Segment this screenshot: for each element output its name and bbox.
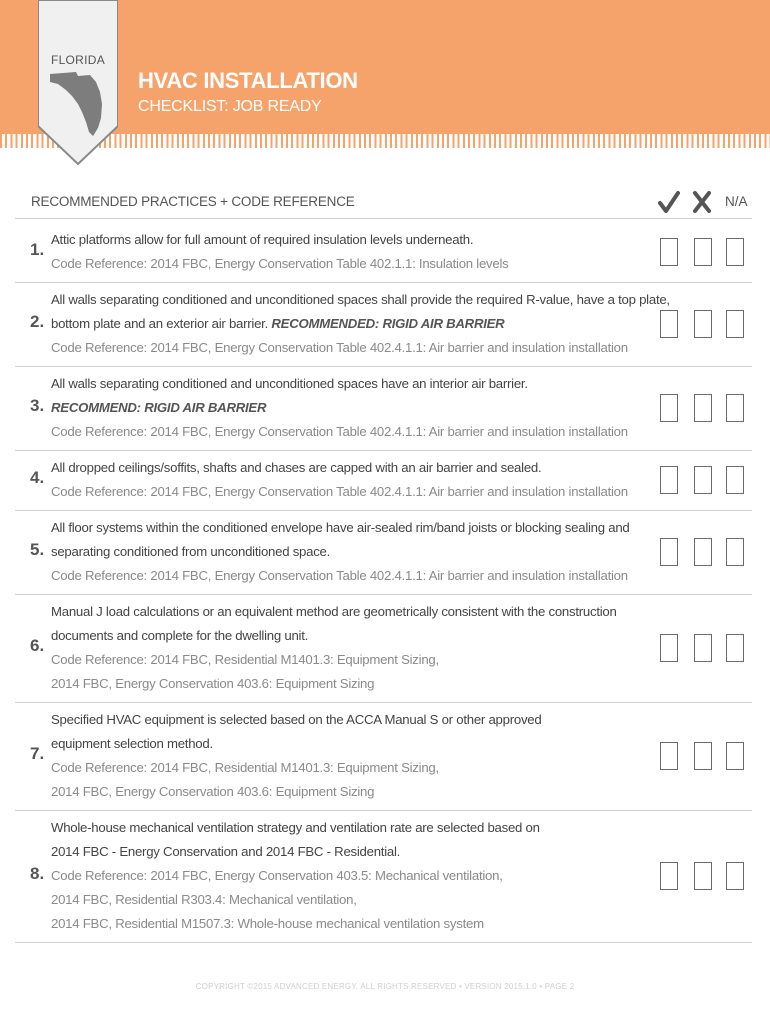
item-number: 2.: [30, 312, 45, 331]
checklist-item-4: [0, 450, 770, 510]
pass-checkbox[interactable]: [660, 310, 678, 338]
code-reference-line: [51, 672, 646, 696]
florida-badge: [38, 0, 118, 166]
pass-checkbox[interactable]: [660, 862, 678, 890]
practice-line: [51, 228, 646, 252]
item-text: [51, 600, 646, 696]
checklist-item-5: [0, 510, 770, 594]
code-reference-line: [51, 888, 646, 912]
item-text: [51, 708, 646, 804]
line-text: Code Reference: 2014 FBC, Residential M1401.3: Equipment Sizing,: [51, 652, 439, 667]
practice-line: [51, 396, 646, 420]
code-reference-line: [51, 420, 646, 444]
item-text: [51, 228, 646, 276]
line-text: Code Reference: 2014 FBC, Energy Conservation Table 402.4.1.1: Air barrier and insulation installation: [51, 424, 628, 439]
pass-checkbox[interactable]: [660, 538, 678, 566]
line-text: Manual J load calculations or an equivalent method are geometrically consistent with the construction: [51, 604, 617, 619]
line-text: Code Reference: 2014 FBC, Energy Conservation Table 402.4.1.1: Air barrier and insulation installation: [51, 340, 628, 355]
line-text: separating conditioned from unconditioned space.: [51, 544, 331, 559]
item-text: [51, 456, 646, 504]
item-text: [51, 516, 646, 588]
na-checkbox[interactable]: [726, 862, 744, 890]
column-header-na: N/A: [725, 194, 748, 209]
practice-line: [51, 600, 646, 624]
checklist-item-7: [0, 702, 770, 810]
na-checkbox[interactable]: [726, 466, 744, 494]
code-reference-line: [51, 864, 646, 888]
practice-line: [51, 456, 646, 480]
line-text: Code Reference: 2014 FBC, Energy Conservation 403.5: Mechanical ventilation,: [51, 868, 503, 883]
practice-line: [51, 372, 646, 396]
state-label: FLORIDA: [50, 53, 106, 67]
na-checkbox[interactable]: [726, 742, 744, 770]
na-checkbox[interactable]: [726, 634, 744, 662]
checklist-item-3: [0, 366, 770, 450]
checklist-item-8: [0, 810, 770, 942]
pass-checkbox[interactable]: [660, 394, 678, 422]
line-text: 2014 FBC, Energy Conservation 403.6: Equipment Sizing: [51, 784, 375, 799]
column-header-practices: RECOMMENDED PRACTICES + CODE REFERENCE: [31, 194, 355, 209]
pass-checkbox[interactable]: [660, 238, 678, 266]
line-text: All floor systems within the conditioned envelope have air-sealed rim/band joists or blocking sealing and: [51, 520, 630, 535]
na-checkbox[interactable]: [726, 238, 744, 266]
code-reference-line: [51, 336, 646, 360]
fail-checkbox[interactable]: [694, 862, 712, 890]
line-text: All dropped ceilings/soffits, shafts and chases are capped with an air barrier and sealed.: [51, 460, 542, 475]
code-reference-line: [51, 912, 646, 936]
item-number: 8.: [30, 864, 45, 883]
line-text: documents and complete for the dwelling unit.: [51, 628, 309, 643]
item-text: [51, 816, 646, 936]
line-text: Code Reference: 2014 FBC, Energy Conservation Table 402.1.1: Insulation levels: [51, 256, 509, 271]
item-number: 7.: [30, 744, 45, 763]
line-text: 2014 FBC - Energy Conservation and 2014 FBC - Residential.: [51, 844, 401, 859]
practice-line: [51, 624, 646, 648]
divider: [15, 942, 752, 943]
practice-line: [51, 732, 646, 756]
item-number: 5.: [30, 540, 45, 559]
line-text: Code Reference: 2014 FBC, Energy Conservation Table 402.4.1.1: Air barrier and insulation installation: [51, 568, 628, 583]
practice-line: [51, 816, 646, 840]
fail-checkbox[interactable]: [694, 466, 712, 494]
line-text: equipment selection method.: [51, 736, 213, 751]
item-text: [51, 372, 646, 444]
checklist-item-1: [0, 222, 770, 282]
line-text: 2014 FBC, Residential M1507.3: Whole-house mechanical ventilation system: [51, 916, 484, 931]
item-text: [51, 288, 670, 360]
line-text: Code Reference: 2014 FBC, Energy Conservation Table 402.4.1.1: Air barrier and insulation installation: [51, 484, 628, 499]
item-number: 1.: [30, 240, 45, 259]
line-text: 2014 FBC, Residential R303.4: Mechanical ventilation,: [51, 892, 357, 907]
fail-checkbox[interactable]: [694, 238, 712, 266]
line-text: bottom plate and an exterior air barrier.: [51, 316, 272, 331]
na-checkbox[interactable]: [726, 310, 744, 338]
code-reference-line: [51, 756, 646, 780]
x-mark-icon: [692, 190, 712, 214]
line-text: Specified HVAC equipment is selected based on the ACCA Manual S or other approved: [51, 712, 542, 727]
page-subtitle: CHECKLIST: JOB READY: [138, 98, 322, 115]
na-checkbox[interactable]: [726, 538, 744, 566]
code-reference-line: [51, 564, 646, 588]
fail-checkbox[interactable]: [694, 538, 712, 566]
line-text: All walls separating conditioned and unconditioned spaces shall provide the required R-value, have a top plate,: [51, 292, 670, 307]
line-text: All walls separating conditioned and unconditioned spaces have an interior air barrier.: [51, 376, 528, 391]
practice-line: [51, 708, 646, 732]
practice-line: [51, 840, 646, 864]
fail-checkbox[interactable]: [694, 742, 712, 770]
checklist-item-2: [0, 282, 770, 366]
line-text: Code Reference: 2014 FBC, Residential M1401.3: Equipment Sizing,: [51, 760, 439, 775]
line-text: Attic platforms allow for full amount of required insulation levels underneath.: [51, 232, 474, 247]
code-reference-line: [51, 480, 646, 504]
code-reference-line: [51, 252, 646, 276]
fail-checkbox[interactable]: [694, 394, 712, 422]
item-number: 3.: [30, 396, 45, 415]
item-number: 4.: [30, 468, 45, 487]
line-text: 2014 FBC, Energy Conservation 403.6: Equipment Sizing: [51, 676, 375, 691]
recommendation-emphasis: RECOMMENDED: RIGID AIR BARRIER: [271, 316, 505, 331]
item-number: 6.: [30, 636, 45, 655]
pass-checkbox[interactable]: [660, 634, 678, 662]
pass-checkbox[interactable]: [660, 742, 678, 770]
na-checkbox[interactable]: [726, 394, 744, 422]
line-text: Whole-house mechanical ventilation strategy and ventilation rate are selected based on: [51, 820, 540, 835]
checklist-item-6: [0, 594, 770, 702]
fail-checkbox[interactable]: [694, 310, 712, 338]
code-reference-line: [51, 648, 646, 672]
footer-copyright: COPYRIGHT ©2015 ADVANCED ENERGY. ALL RIGHTS RESERVED • VERSION 2015.1.0 • PAGE 2: [195, 982, 575, 991]
practice-line: [51, 540, 646, 564]
practice-line: [51, 288, 670, 312]
code-reference-line: [51, 780, 646, 804]
fail-checkbox[interactable]: [694, 634, 712, 662]
practice-line: [51, 516, 646, 540]
practice-line: [51, 312, 646, 336]
page-title: HVAC INSTALLATION: [138, 68, 358, 93]
pass-checkbox[interactable]: [660, 466, 678, 494]
recommendation-emphasis: RECOMMEND: RIGID AIR BARRIER: [51, 400, 267, 415]
check-mark-icon: [658, 190, 680, 214]
divider: [15, 218, 752, 219]
